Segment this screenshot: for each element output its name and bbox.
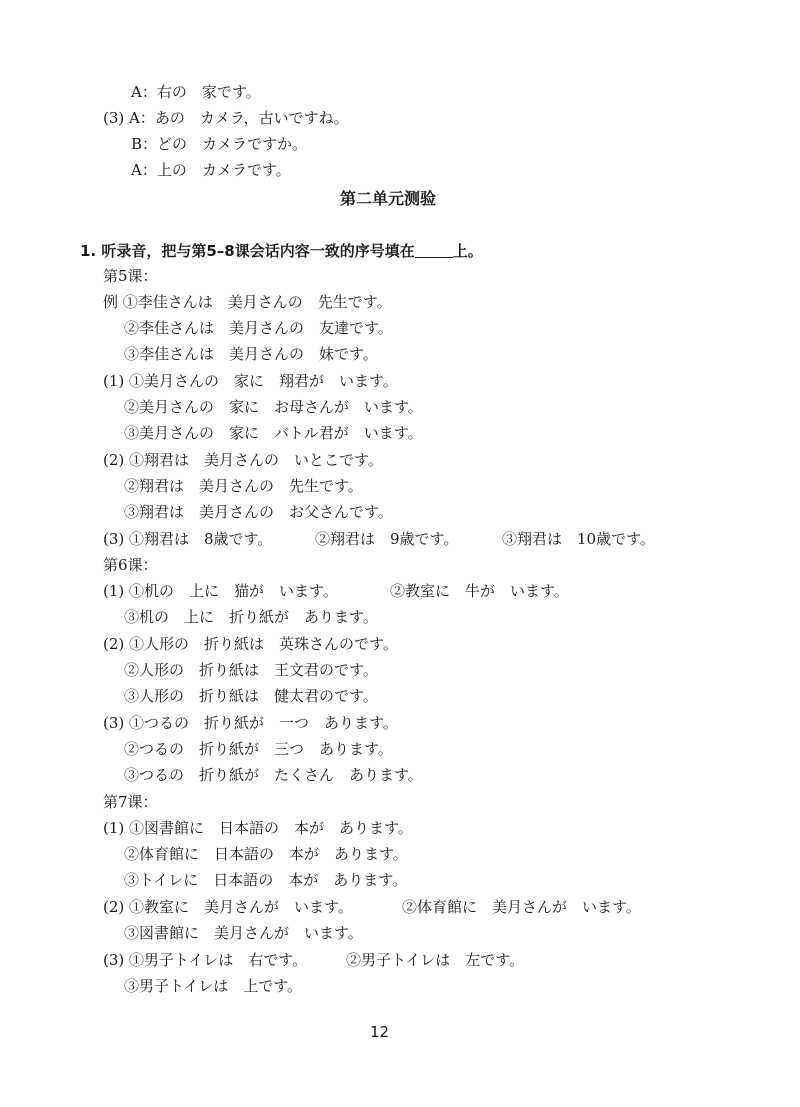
lesson-7-q2-option-1: (2) ①教室に 美月さんが います。: [103, 898, 353, 916]
lesson-7-q3-option-3: ③男子トイレは 上です。: [124, 977, 303, 995]
lesson-6-q1-option-3: ③机の 上に 折り紙が あります。: [124, 608, 378, 626]
lesson-7-q2-option-2: ②体育館に 美月さんが います。: [402, 898, 641, 916]
dialogue-item3-a2: A：上の カメラです。: [131, 161, 291, 179]
lesson-6-heading: 第6课：: [103, 556, 158, 574]
lesson-7-q1-option-1: (1) ①図書館に 日本語の 本が あります。: [103, 819, 413, 837]
dialogue-item3-a: (3) A：あの カメラ，古いですね。: [103, 109, 349, 127]
lesson-5-q1-option-3: ③美月さんの 家に バトル君が います。: [124, 424, 423, 442]
lesson-5-example-option-3: ③李佳さんは 美月さんの 妹です。: [124, 345, 378, 363]
lesson-6-q1-option-2: ②教室に 牛が います。: [390, 582, 569, 600]
lesson-6-q2-option-2: ②人形の 折り紙は 王文君のです。: [124, 661, 378, 679]
lesson-7-q1-option-3: ③トイレに 日本語の 本が あります。: [124, 871, 408, 889]
page-number: 12: [370, 1023, 390, 1041]
lesson-5-q2-option-3: ③翔君は 美月さんの お父さんです。: [124, 503, 393, 521]
question-1-label-end: 上。: [452, 242, 483, 260]
lesson-5-heading: 第5课：: [103, 267, 158, 285]
lesson-5-q3-option-2: ②翔君は 9歳です。: [315, 530, 459, 548]
lesson-6-q2-option-3: ③人形の 折り紙は 健太君のです。: [124, 687, 378, 705]
lesson-6-q2-option-1: (2) ①人形の 折り紙は 英珠さんのです。: [103, 635, 398, 653]
lesson-5-q1-option-1: (1) ①美月さんの 家に 翔君が います。: [103, 372, 398, 390]
answer-blank: [415, 243, 453, 258]
lesson-6-q3-option-3: ③つるの 折り紙が たくさん あります。: [124, 766, 423, 784]
lesson-5-example-option-2: ②李佳さんは 美月さんの 友達です。: [124, 319, 393, 337]
lesson-6-q1-option-1: (1) ①机の 上に 猫が います。: [103, 582, 338, 600]
dialogue-line-a-right-house: A：右の 家です。: [131, 83, 261, 101]
lesson-7-q3-option-1: (3) ①男子トイレは 右です。: [103, 951, 308, 969]
lesson-5-q2-option-1: (2) ①翔君は 美月さんの いとこです。: [103, 451, 383, 469]
dialogue-item3-b: B：どの カメラですか。: [131, 135, 308, 153]
lesson-5-q3-option-3: ③翔君は 10歳です。: [502, 530, 655, 548]
lesson-6-q3-option-2: ②つるの 折り紙が 三つ あります。: [124, 740, 393, 758]
section-title: 第二单元测验: [340, 189, 437, 208]
question-1-heading: [80, 240, 483, 262]
lesson-5-q2-option-2: ②翔君は 美月さんの 先生です。: [124, 477, 363, 495]
lesson-7-q3-option-2: ②男子トイレは 左です。: [346, 951, 525, 969]
lesson-7-heading: 第7课：: [103, 793, 158, 811]
lesson-5-example-option-1: 例 ①李佳さんは 美月さんの 先生です。: [103, 293, 392, 311]
lesson-7-q1-option-2: ②体育館に 日本語の 本が あります。: [124, 845, 408, 863]
lesson-5-q3-option-1: (3) ①翔君は 8歳です。: [103, 530, 273, 548]
lesson-5-q1-option-2: ②美月さんの 家に お母さんが います。: [124, 398, 423, 416]
lesson-7-q2-option-3: ③図書館に 美月さんが います。: [124, 924, 363, 942]
lesson-6-q3-option-1: (3) ①つるの 折り紙が 一つ あります。: [103, 714, 398, 732]
question-1-label: 1. 听录音，把与第5–8课会话内容一致的序号填在: [80, 242, 415, 260]
